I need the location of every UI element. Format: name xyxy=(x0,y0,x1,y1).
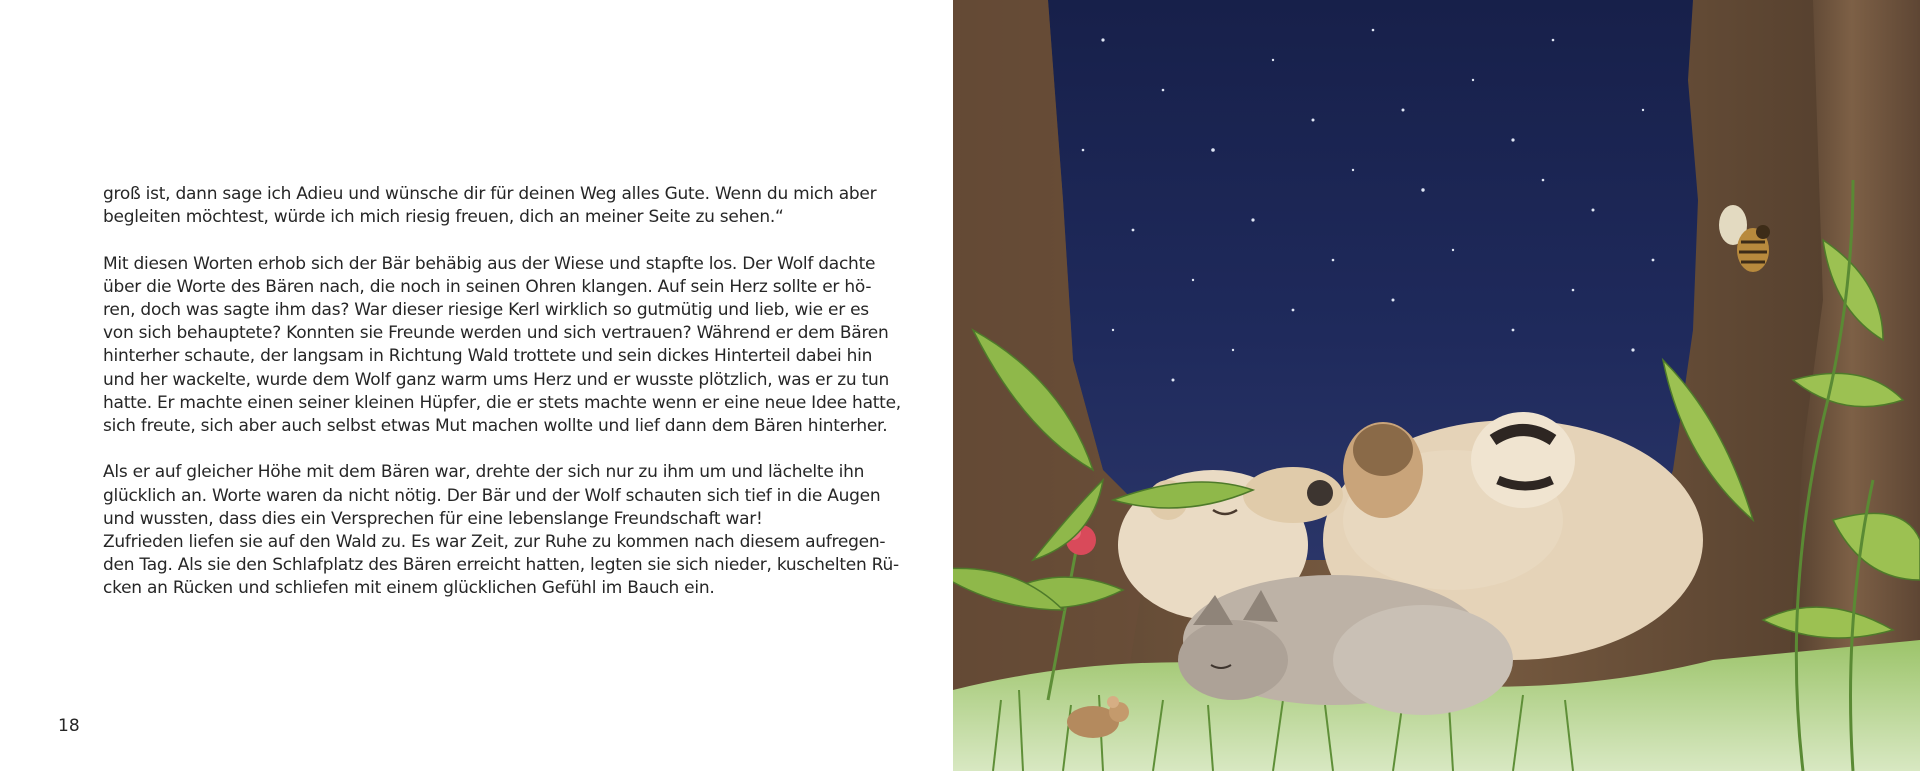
text-line: glücklich an. Worte waren da nicht nötig. Der Bär und der Wolf schauten sich tief in die Augen xyxy=(103,485,881,506)
text-line: Mit diesen Worten erhob sich der Bär behäbig aus der Wiese und stapfte los. Der Wolf dachte xyxy=(103,253,876,274)
left-page xyxy=(0,0,953,771)
text-line: über die Worte des Bären nach, die noch in seinen Ohren klangen. Auf sein Herz sollte er hö- xyxy=(103,276,872,297)
text-line: hatte. Er machte einen seiner kleinen Hüpfer, die er stets machte wenn er eine neue Idee hatte, xyxy=(103,392,901,413)
bear-wolf-illustration xyxy=(953,0,1920,771)
text-line: den Tag. Als sie den Schlafplatz des Bären erreicht hatten, legten sie sich nieder, kuschelten Rü- xyxy=(103,555,899,576)
paragraph-2 xyxy=(103,253,901,439)
text-line: hinterher schaute, der langsam in Richtung Wald trottete und sein dickes Hinterteil dabei hin xyxy=(103,346,873,367)
text-line: Zufrieden liefen sie auf den Wald zu. Es war Zeit, zur Ruhe zu kommen nach diesem aufregen- xyxy=(103,532,886,553)
paragraph-3 xyxy=(103,461,899,600)
illustration-page xyxy=(953,0,1920,771)
story-text xyxy=(103,183,901,624)
text-line: ren, doch was sagte ihm das? War dieser riesige Kerl wirklich so gutmütig und lieb, wie er es xyxy=(103,300,869,320)
text-line: cken an Rücken und schliefen mit einem glücklichen Gefühl im Bauch ein. xyxy=(103,578,715,599)
paragraph-1 xyxy=(103,183,877,229)
text-line: und her wackelte, wurde dem Wolf ganz warm ums Herz und er wusste plötzlich, was er zu tun xyxy=(103,369,890,390)
page-number: 18 xyxy=(58,716,80,736)
text-line: Als er auf gleicher Höhe mit dem Bären war, drehte der sich nur zu ihm um und lächelte ihn xyxy=(103,462,865,483)
text-line: groß ist, dann sage ich Adieu und wünsche dir für deinen Weg alles Gute. Wenn du mich aber xyxy=(103,184,877,204)
text-line: begleiten möchtest, würde ich mich riesig freuen, dich an meiner Seite zu sehen.“ xyxy=(103,207,784,228)
text-line: und wussten, dass dies ein Versprechen für eine lebenslange Freundschaft war! xyxy=(103,508,763,529)
text-line: von sich behauptete? Konnten sie Freunde werden und sich vertrauen? Während er dem Bären xyxy=(103,323,889,344)
text-line: sich freute, sich aber auch selbst etwas Mut machen wollte und lief dann dem Bären hinterher. xyxy=(103,416,888,437)
